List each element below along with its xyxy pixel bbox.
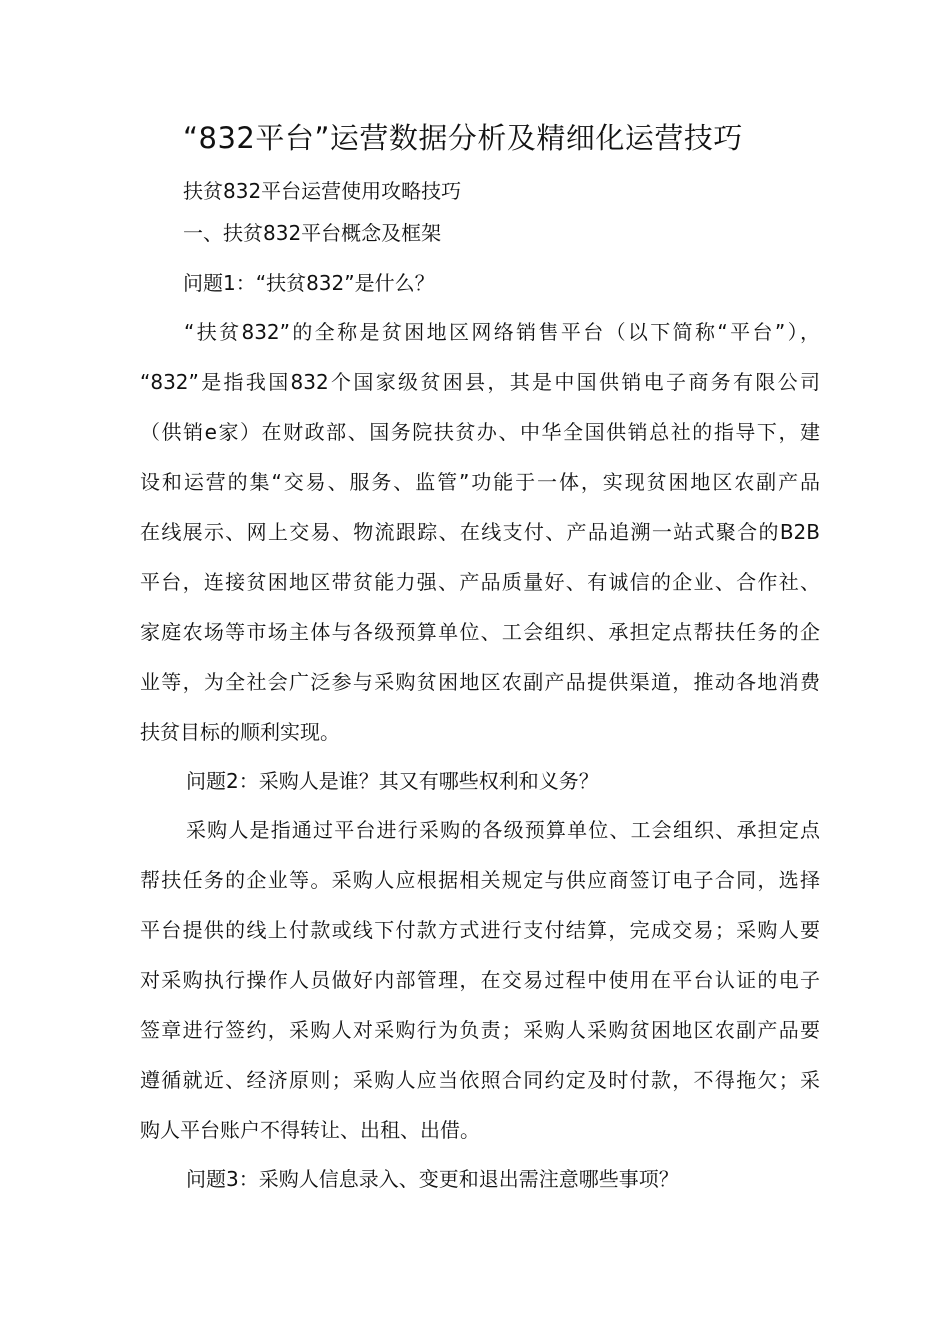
paragraph-line: 平台，连接贫困地区带贫能力强、产品质量好、有诚信的企业、合作社、 <box>140 570 820 594</box>
paragraph-line: 家庭农场等市场主体与各级预算单位、工会组织、承担定点帮扶任务的企 <box>140 620 820 644</box>
paragraph-line: 在线展示、网上交易、物流跟踪、在线支付、产品追溯一站式聚合的B2B <box>140 520 820 544</box>
document-title: “832平台”运营数据分析及精细化运营技巧 <box>183 121 743 155</box>
paragraph-line: （供销e家）在财政部、国务院扶贫办、中华全国供销总社的指导下，建 <box>140 420 820 444</box>
paragraph-line: 帮扶任务的企业等。采购人应根据相关规定与供应商签订电子合同，选择 <box>140 868 820 892</box>
paragraph-line: 购人平台账户不得转让、出租、出借。 <box>140 1118 480 1142</box>
paragraph-line: “扶贫832”的全称是贫困地区网络销售平台（以下简称“平台”）， <box>184 320 820 344</box>
paragraph-line: 平台提供的线上付款或线下付款方式进行支付结算，完成交易；采购人要 <box>140 918 820 942</box>
section-heading-1: 一、扶贫832平台概念及框架 <box>183 221 442 245</box>
document-subtitle: 扶贫832平台运营使用攻略技巧 <box>183 179 462 203</box>
question-1: 问题1：“扶贫832”是什么？ <box>183 271 435 295</box>
paragraph-line: 扶贫目标的顺利实现。 <box>140 720 340 744</box>
paragraph-line: 遵循就近、经济原则；采购人应当依照合同约定及时付款，不得拖欠；采 <box>140 1068 820 1092</box>
paragraph-line: 业等，为全社会广泛参与采购贫困地区农副产品提供渠道，推动各地消费 <box>140 670 820 694</box>
paragraph-line: 采购人是指通过平台进行采购的各级预算单位、工会组织、承担定点 <box>186 818 820 842</box>
paragraph-2 <box>140 805 820 1155</box>
paragraph-1 <box>140 307 820 757</box>
paragraph-line: 签章进行签约，采购人对采购行为负责；采购人采购贫困地区农副产品要 <box>140 1018 820 1042</box>
paragraph-line: “832”是指我国832个国家级贫困县，其是中国供销电子商务有限公司 <box>140 370 820 394</box>
paragraph-line: 设和运营的集“交易、服务、监管”功能于一体，实现贫困地区农副产品 <box>140 470 820 494</box>
paragraph-line: 对采购执行操作人员做好内部管理，在交易过程中使用在平台认证的电子 <box>140 968 820 992</box>
question-3: 问题3：采购人信息录入、变更和退出需注意哪些事项？ <box>186 1167 679 1191</box>
question-2: 问题2：采购人是谁？其又有哪些权利和义务？ <box>186 769 599 793</box>
